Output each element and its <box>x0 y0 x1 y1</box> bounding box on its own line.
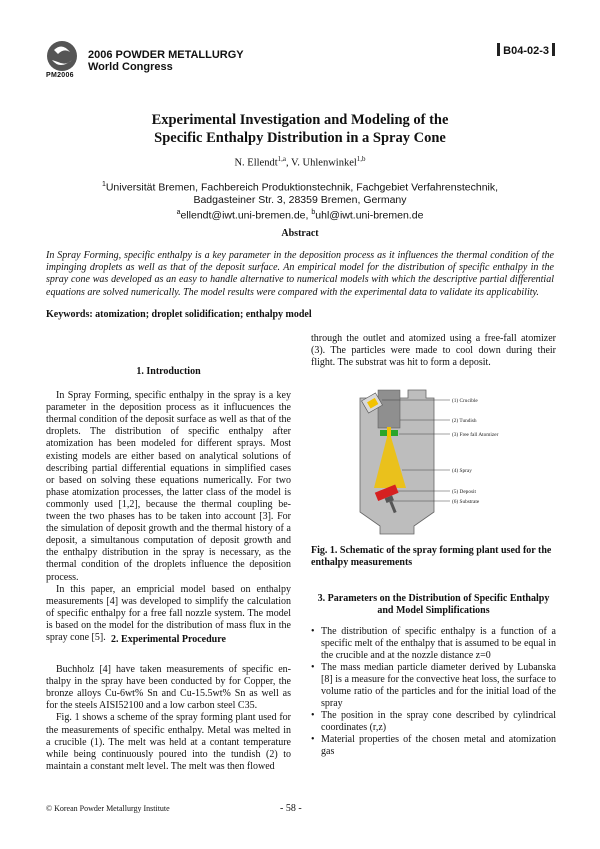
abstract-text: In Spray Forming, specific enthalpy is a key parameter in the deposition process as it influences the thermal condition of the impinging droplets as well as that of the deposit surface. An empirical model for the distribution of specific enthalpy in the spray cone was developed as an easy to handle alternative to numerical models with which the descriptive partial differential equations are solved numerically. The model results were compared with the experimental data to validate its applicability. <box>46 250 554 298</box>
affiliation-sup: 1 <box>101 181 106 188</box>
tundish-block <box>378 390 400 428</box>
bullet-icon: • <box>311 710 315 721</box>
email-a[interactable]: ellendt@iwt.uni-bremen.de, <box>180 209 312 221</box>
logo-label: PM2006 <box>46 72 74 79</box>
footer-copyright: © Korean Powder Metallurgy Institute <box>46 804 170 813</box>
figure-label-deposit: (5) Deposit <box>452 489 476 495</box>
bullet-text: The mass median particle diameter derived by Lubanska [8] is a measure for the convective heat loss, the surface to volume ratio of the particles and for the initial load of the spray <box>321 662 556 709</box>
abstract-heading: Abstract <box>281 228 319 239</box>
affiliation-line-1: Universität Bremen, Fachbereich Produktionstechnik, Fachgebiet Verfahrenstechnik, <box>105 181 499 194</box>
experimental-heading: 2. Experimental Procedure <box>111 634 226 645</box>
figure-label-atomizer: (3) Free fall Atomizer <box>452 432 499 438</box>
author-list <box>40 155 560 169</box>
author-2-sup: 1,b <box>356 155 366 163</box>
bullet-text: The distribution of specific enthalpy is a function of a specific melt of the enthalpy that is assumed to be equal in the crucible and at the nozzle distance z=0 <box>321 626 556 661</box>
title-line-1: Experimental Investigation and Modeling of the <box>151 112 449 128</box>
author-1: N. Ellendt <box>234 157 278 169</box>
spray-forming-schematic <box>330 384 530 536</box>
author-2: , V. Uhlenwinkel <box>286 157 357 169</box>
email-sup-b: b <box>311 208 316 216</box>
section-3-heading <box>311 593 556 617</box>
paper-id-text: B04-02-3 <box>503 45 549 57</box>
list-item <box>311 734 556 758</box>
affiliation-line-2: Badgasteiner Str. 3, 28359 Bremen, Germany <box>193 194 407 206</box>
keywords: Keywords: atomization; droplet solidification; enthalpy model <box>46 309 312 320</box>
conference-title <box>88 49 244 73</box>
section-experimental <box>46 634 291 773</box>
badge-bar-left <box>497 43 500 56</box>
conference-line-2: World Congress <box>88 61 173 73</box>
bullet-text: The position in the spray cone described by cylindrical coordinates (r,z) <box>321 710 556 733</box>
list-item <box>311 626 556 662</box>
bullet-text: Material properties of the chosen metal and atomization gas <box>321 734 556 757</box>
affiliation <box>40 179 560 222</box>
figure-label-spray: (4) Spray <box>452 468 472 474</box>
parameter-bullet-list <box>311 626 556 758</box>
right-column-continuation <box>311 333 556 369</box>
badge-bar-right <box>552 43 555 56</box>
intro-paragraph-1: In Spray Forming, specific enthalpy in the spray is a key parameter in the deposition process as it influcuences the thermal condition of the deposit surface as well as that of the droplets. The distribution of specific enthalpy after atomization has been modeled for different sprays. Most existing models are either based on analytical solutions of describing partial differential equations in simplified cases or based on solving these equations numerically. For two phase atomization processes, the latter class of the model is commonly used [1,2], because the thermal coupling be-tween the two phases has to be taken into account [3]. For the simulation of deposit growth and the thermal history of a deposit, a simultanous computation of deposit growth and the enthalpy distribution in the spray is necessary, as the thermal condition of the droplets influence the deposition process. <box>46 390 291 583</box>
experimental-paragraph-2: Fig. 1 shows a scheme of the spray forming plant used for the measurements of specific enthalpy. Metal was melted in a crucible (1). The melt was held at a contant temperature while being continuously poured into the tundish (2) to maintain a constant melt level. The melt was then flowed <box>46 712 291 772</box>
paper-id-badge <box>494 43 558 57</box>
bullet-icon: • <box>311 626 315 637</box>
bullet-icon: • <box>311 734 315 745</box>
section-3-heading-line-2: and Model Simplifications <box>377 605 490 616</box>
email-b[interactable]: uhl@iwt.uni-bremen.de <box>315 209 424 221</box>
figure-caption: Fig. 1. Schematic of the spray forming plant used for the enthalpy measurements <box>311 545 552 568</box>
paper-title <box>40 111 560 147</box>
right-paragraph-1: through the outlet and atomized using a free-fall atomizer (3). The particles were made to cool down during their flight. The substrat was hit to form a deposit. <box>311 333 556 369</box>
title-line-2: Specific Enthalpy Distribution in a Spray Cone <box>154 130 446 146</box>
intro-paragraph-2: In this paper, an empricial model based on enthalpy measurements [4] was developed to simplify the calculation of specific enthalpy for a free fall nozzle system. The model is based on the model for the distribution of mass flux in the spray cone [5]. <box>46 583 291 643</box>
figure-label-crucible: (1) Crucible <box>452 398 478 404</box>
figure-label-substrate: (6) Substrate <box>452 499 480 505</box>
page-number: - 58 - <box>280 803 302 814</box>
author-1-sup: 1,a <box>277 155 286 163</box>
list-item <box>311 710 556 734</box>
experimental-paragraph-1: Buchholz [4] have taken measurements of specific en-thalpy in the spray have been conducted by for Copper, the bronze alloys Cu-6wt% Sn and Cu-15.5wt% Sn as well as for the steels AISI52100 and a low carbon steel C35. <box>46 664 291 712</box>
bullet-icon: • <box>311 662 315 673</box>
section-3-heading-line-1: 3. Parameters on the Distribution of Specific Enthalpy <box>317 593 550 604</box>
intro-heading: 1. Introduction <box>136 366 201 377</box>
figure-label-tundish: (2) Tundish <box>452 418 477 424</box>
email-sup-a: a <box>176 208 181 216</box>
list-item <box>311 662 556 710</box>
conference-line-1: 2006 POWDER METALLURGY <box>88 49 244 61</box>
section-introduction <box>46 366 291 644</box>
